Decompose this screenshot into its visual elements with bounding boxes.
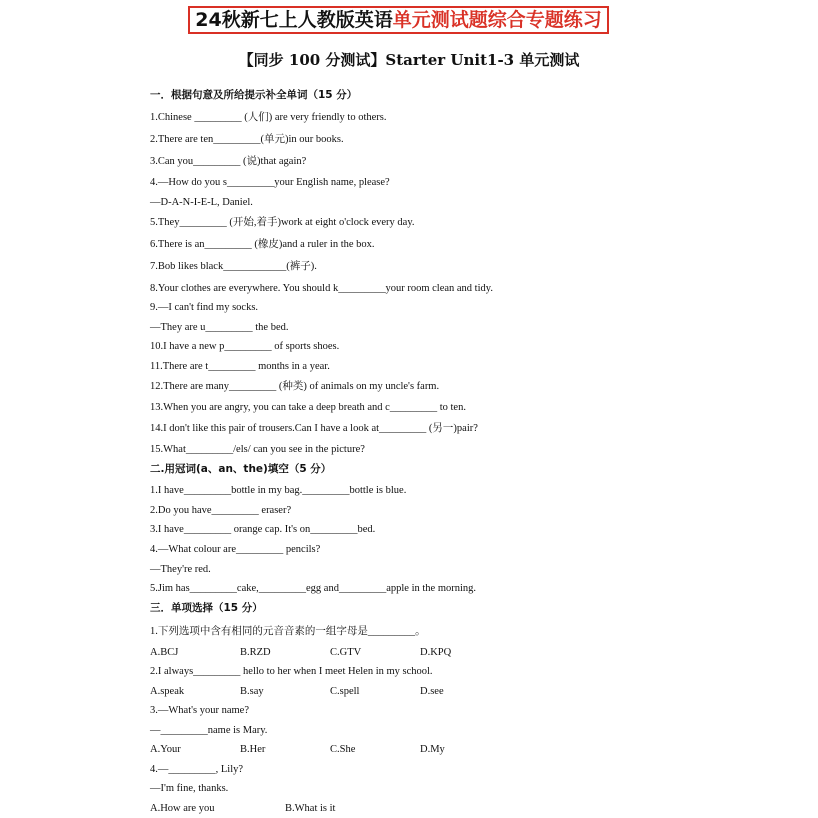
question-stem: 4.—_________, Lily? <box>150 764 244 775</box>
answer-line: —D-A-N-I-E-L, Daniel. <box>150 197 253 208</box>
question-line: 12.There are many_________ (种类) of animals on my uncle's farm. <box>150 381 440 392</box>
option-a: A.How are you <box>150 803 215 814</box>
question-line: 13.When you are angry, you can take a deep breath and c_________ to ten. <box>150 402 466 413</box>
section-heading-2: 二.用冠词(a、an、the)填空（5 分） <box>150 463 332 475</box>
question-line: 2.Do you have_________ eraser? <box>150 505 292 516</box>
question-line: 2.There are ten_________(单元)in our books. <box>150 134 344 145</box>
question-line: 3.I have_________ orange cap. It's on_________bed. <box>150 524 376 535</box>
title-banner <box>188 6 609 34</box>
question-line: 8.Your clothes are everywhere. You should k_________your room clean and tidy. <box>150 283 493 294</box>
question-line: 6.There is an_________ (橡皮)and a ruler in the box. <box>150 239 375 250</box>
answer-line: —_________name is Mary. <box>150 725 268 736</box>
section-heading-3: 三．单项选择（15 分） <box>150 602 263 614</box>
option-b: B.say <box>240 686 264 697</box>
question-line: 1.I have_________bottle in my bag._________bottle is blue. <box>150 485 407 496</box>
question-line: 14.I don't like this pair of trousers.Can I have a look at_________ (另一)pair? <box>150 423 478 434</box>
answer-line: —They're red. <box>150 564 211 575</box>
option-b: B.What is it <box>285 803 336 814</box>
question-line: 4.—How do you s_________your English name, please? <box>150 177 390 188</box>
option-a: A.speak <box>150 686 185 697</box>
question-line: 1.Chinese _________ (人们) are very friendly to others. <box>150 112 387 123</box>
question-stem: 3.—What's your name? <box>150 705 249 716</box>
section-heading-1: 一．根据句意及所给提示补全单词（15 分） <box>150 89 358 101</box>
option-b: B.Her <box>240 744 266 755</box>
question-line: 4.—What colour are_________ pencils? <box>150 544 321 555</box>
option-d: D.My <box>420 744 445 755</box>
question-line: 3.Can you_________ (说)that again? <box>150 156 307 167</box>
question-line: 5.They_________ (开始,着手)work at eight o'clock every day. <box>150 217 415 228</box>
answer-line: —They are u_________ the bed. <box>150 322 289 333</box>
option-a: A.Your <box>150 744 181 755</box>
question-line: 7.Bob likes black____________(裤子). <box>150 261 317 272</box>
question-line: 9.—I can't find my socks. <box>150 302 259 313</box>
option-d: D.see <box>420 686 444 697</box>
option-c: C.GTV <box>330 647 362 658</box>
question-line: 11.There are t_________ months in a year. <box>150 361 330 372</box>
question-line: 15.What_________/els/ can you see in the picture? <box>150 444 365 455</box>
question-line: 5.Jim has_________cake,_________egg and_________apple in the morning. <box>150 583 477 594</box>
answer-line: —I'm fine, thanks. <box>150 783 229 794</box>
page-title: 【同步 100 分测试】Starter Unit1-3 单元测试 <box>238 51 580 69</box>
option-c: C.She <box>330 744 356 755</box>
question-stem: 2.I always_________ hello to her when I meet Helen in my school. <box>150 666 433 677</box>
option-d: D.KPQ <box>420 647 452 658</box>
option-c: C.spell <box>330 686 360 697</box>
option-a: A.BCJ <box>150 647 179 658</box>
banner-text-red: 单元测试题综合专题练习 <box>392 9 602 31</box>
banner-text-black: 24秋新七上人教版英语 <box>195 9 393 31</box>
question-line: 10.I have a new p_________ of sports shoes. <box>150 341 340 352</box>
question-stem: 1.下列选项中含有相同的元音音素的一组字母是_________。 <box>150 626 426 637</box>
option-b: B.RZD <box>240 647 271 658</box>
